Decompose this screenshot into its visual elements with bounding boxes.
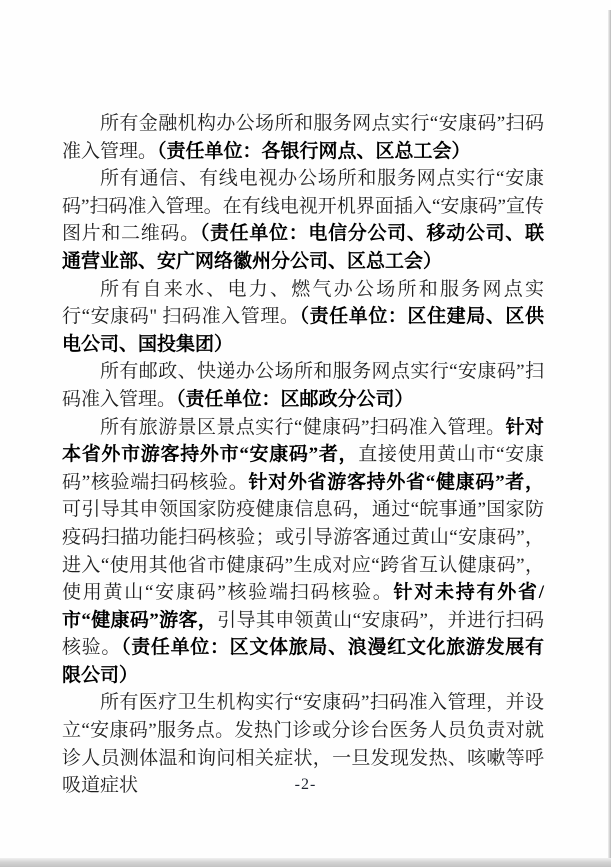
paragraph	[62, 110, 544, 165]
paragraph	[62, 414, 544, 690]
text-run: 可引导其申领国家防疫健康信息码，通过“皖事通”国家防疫码扫描功能扫码核验；或引导游客通过黄山“安康码”，进入“使用其他省市健康码”生成对应“跨省互认健康码”，使用黄山“安康码”核验端扫码核验。	[62, 499, 544, 604]
text-run: 引导其申领黄山“安康码”，并进行扫码核验。	[62, 609, 544, 659]
paragraph	[62, 165, 544, 275]
page-number: -2-	[294, 776, 317, 793]
text-run: 直接使用黄山市“安康码”核验端扫码核验。	[62, 444, 544, 493]
bold-text-run: （责任单位：区住建局、区供电公司、国投集团）	[62, 306, 544, 355]
text-run: 所有自来水、电力、燃气办公场所和服务网点实行“安康码" 扫码准入管理。	[62, 278, 544, 328]
bold-text-run: （责任单位：电信分公司、移动公司、联通营业部、安广网络徽州分公司、区总工会）	[62, 223, 544, 272]
page-bottom-edge-shadow	[0, 858, 611, 867]
document-body	[62, 110, 544, 800]
bold-text-run: （责任单位：区邮政分公司）	[176, 388, 414, 410]
text-run: 所有通信、有线电视办公场所和服务网点实行“安康码”扫码准入管理。在有线电视开机界面插入“安康码”宣传图片和二维码。	[62, 168, 544, 245]
text-run: 所有邮政、快递办公场所和服务网点实行“安康码”扫码准入管理。	[62, 361, 544, 410]
bold-text-run: （责任单位：区文体旅局、浪漫红文化旅游发展有限公司）	[62, 637, 544, 686]
bold-text-run: （责任单位：各银行网点、区总工会）	[157, 140, 471, 162]
paragraph	[62, 276, 544, 359]
paragraph	[62, 358, 544, 413]
bold-text-run: 针对外省游客持外省“健康码”者，	[248, 471, 544, 493]
bold-text-run: 针对本省外市游客持外市“安康码”者，	[62, 416, 544, 466]
text-run: 所有旅游景区景点实行“健康码”扫码准入管理。	[100, 416, 506, 438]
text-run: 所有金融机构办公场所和服务网点实行“安康码”扫码准入管理。	[62, 113, 544, 162]
bold-text-run: 针对未持有外省/市“健康码”游客，	[62, 582, 544, 631]
text-run: 所有医疗卫生机构实行“安康码”扫码准入管理，并设立“安康码”服务点。发热门诊或分诊台医务人员负责对就诊人员测体温和询问相关症状，一旦发现发热、咳嗽等呼吸道症状	[62, 692, 544, 797]
